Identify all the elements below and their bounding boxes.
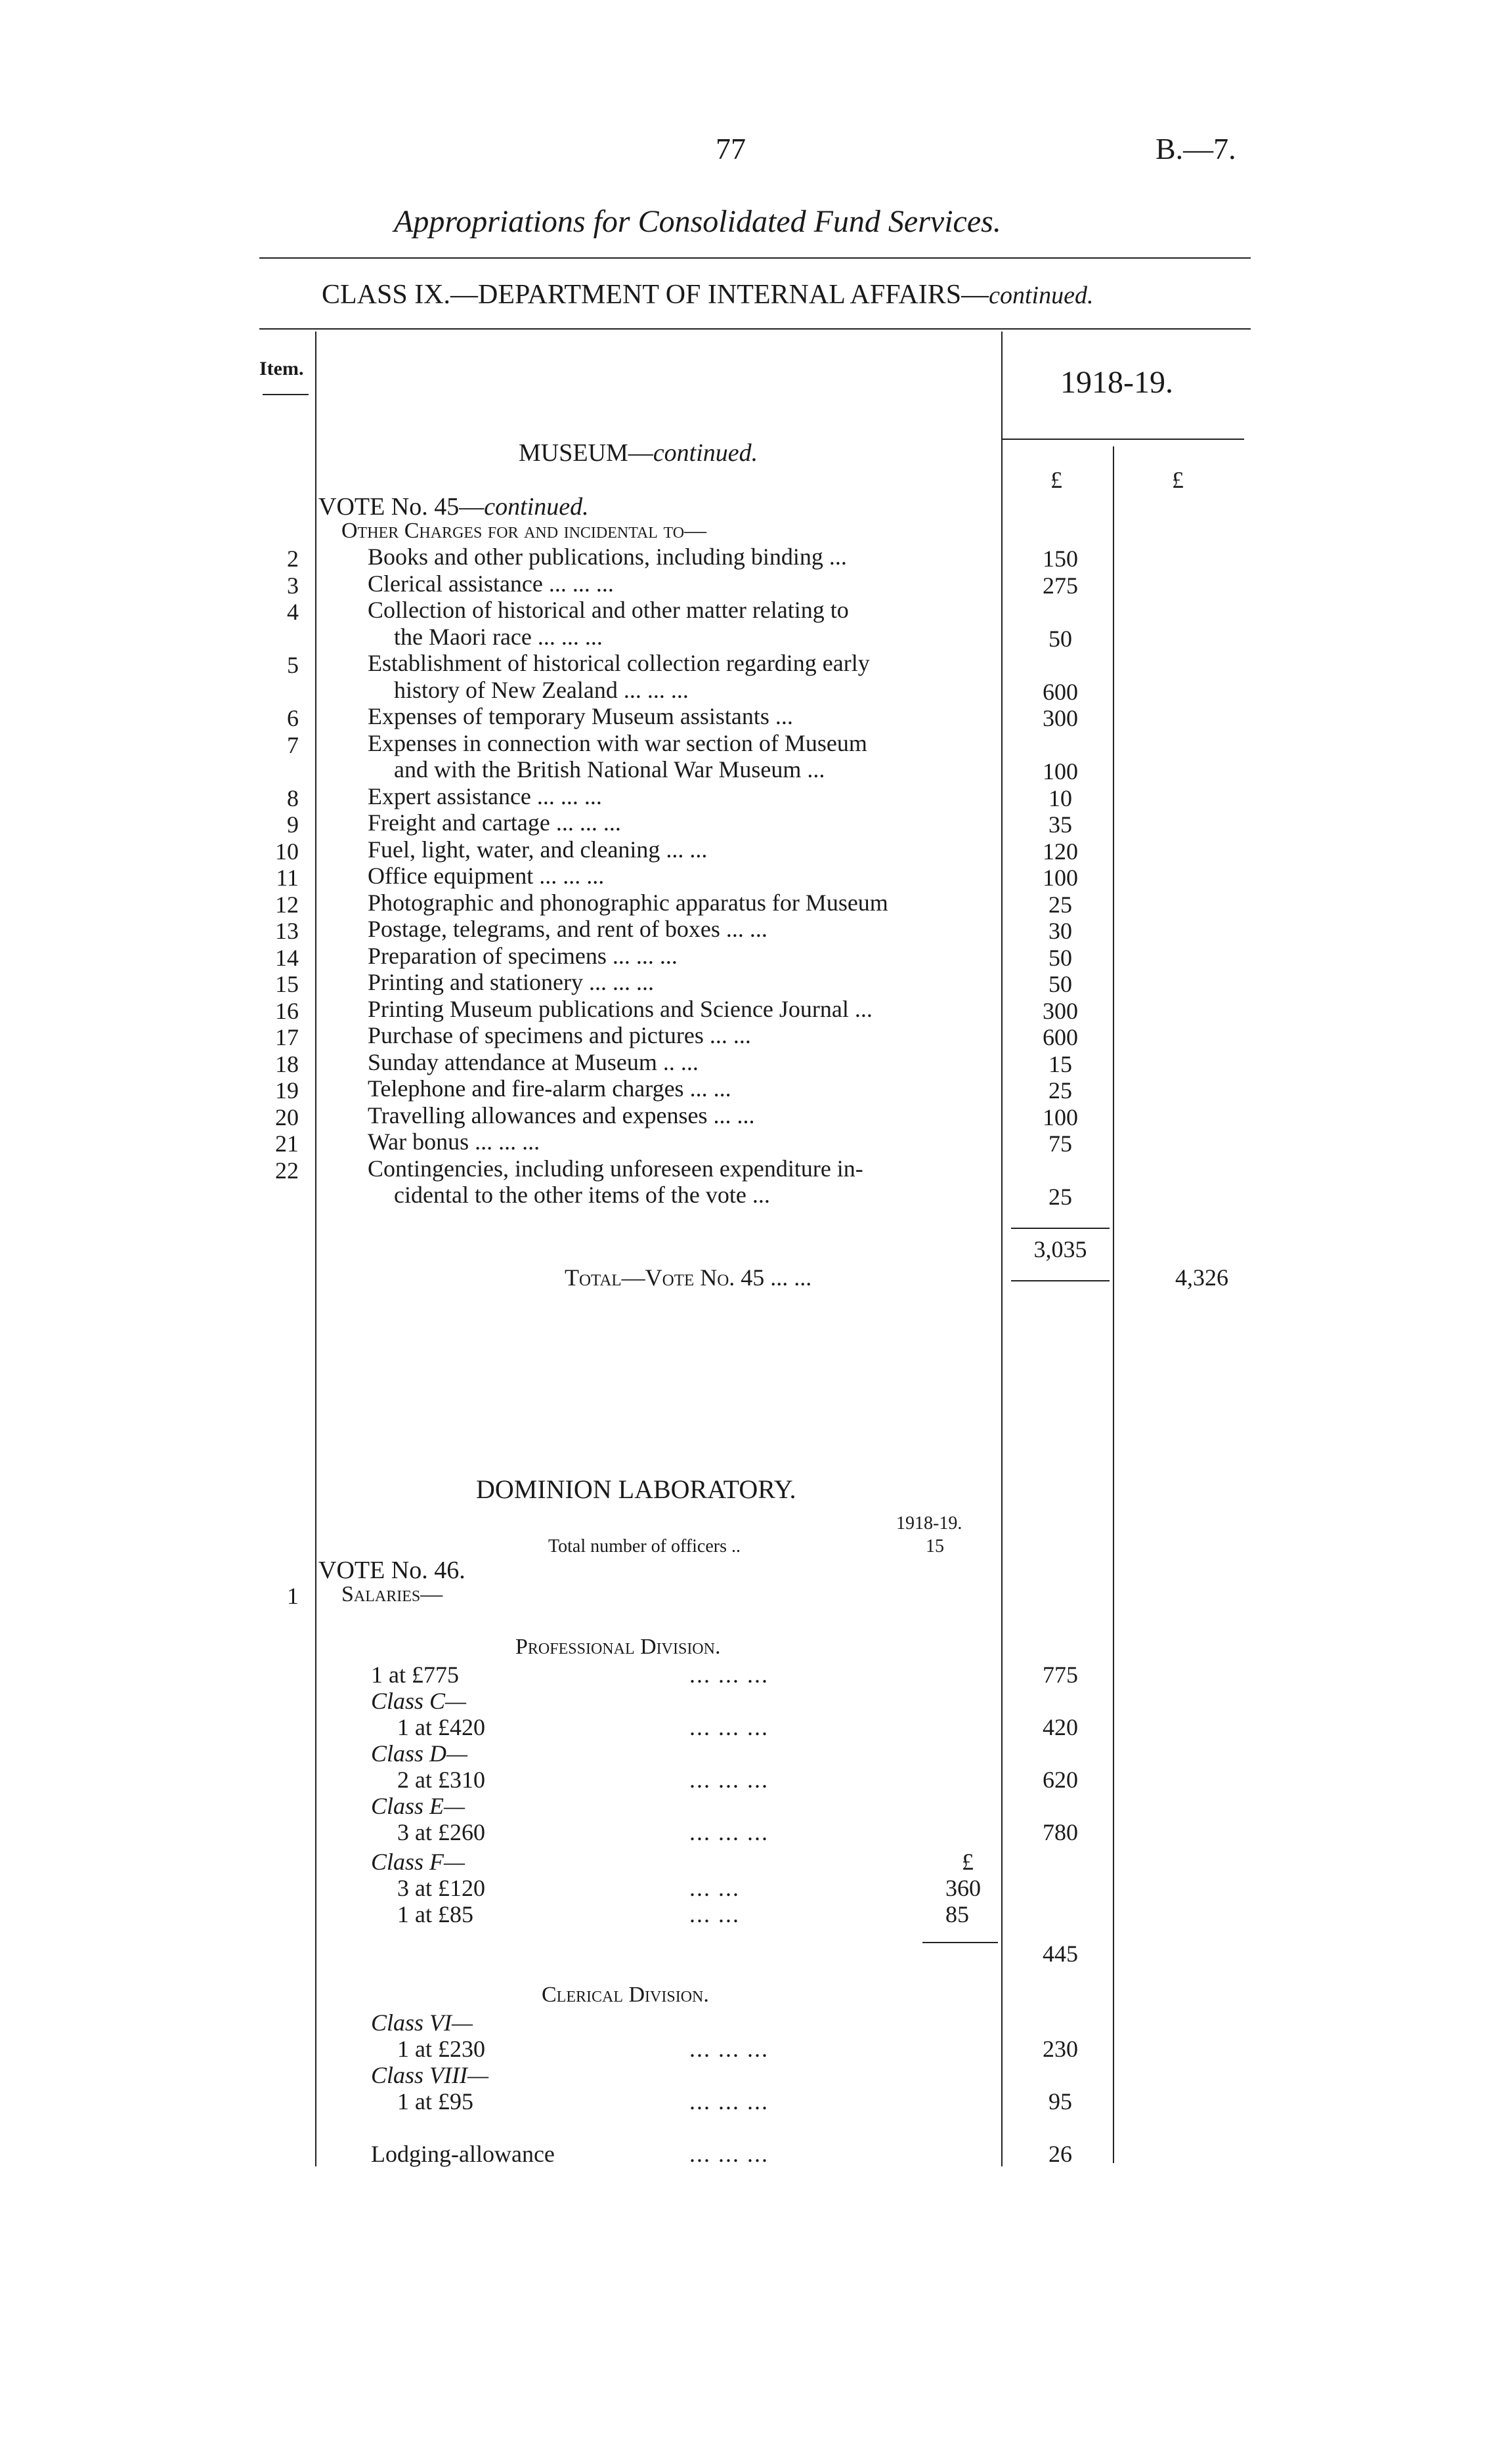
item-number: 1 [287, 1583, 299, 1609]
museum-subtotal: 3,035 [1033, 1236, 1087, 1262]
class-heading [322, 279, 1093, 311]
salary-amount: 420 [1043, 1714, 1078, 1740]
other-charges-heading: Other Charges for and incidental to— [341, 519, 707, 543]
museum-item-number: 12 [275, 891, 299, 918]
museum-item-description: Printing Museum publications and Science Journal ... [368, 995, 873, 1022]
salary-amount: 230 [1043, 2036, 1078, 2062]
class-f-line-dots: ... ... [689, 1875, 740, 1901]
item-header-underline [263, 394, 309, 395]
page-number: 77 [716, 132, 746, 165]
class-f-currency: £ [962, 1849, 974, 1875]
museum-item-description: Expert assistance ... ... ... [368, 783, 602, 809]
museum-item-description: Printing and stationery ... ... ... [368, 969, 654, 995]
museum-item-number: 11 [276, 865, 299, 891]
museum-item-number: 15 [275, 971, 299, 997]
salary-line: 3 at £260 [397, 1819, 485, 1845]
salary-line-dots: ... ... ... [689, 1662, 769, 1688]
museum-item-number: 16 [275, 997, 299, 1024]
salary-class-label: Class VI— [371, 2009, 473, 2036]
museum-item-description: Postage, telegrams, and rent of boxes ... ... [368, 916, 767, 942]
museum-item-description: War bonus ... ... ... [368, 1128, 540, 1155]
heading-rule [259, 328, 1251, 330]
officers-count: 15 [926, 1536, 944, 1557]
museum-item-amount: 100 [1043, 1104, 1078, 1130]
museum-item-number: 19 [275, 1077, 299, 1104]
lodging-allowance-label: Lodging-allowance [371, 2141, 555, 2167]
museum-item-description: Clerical assistance ... ... ... [368, 570, 614, 597]
museum-item-amount: 100 [1043, 758, 1078, 784]
vote-45-continued: continued. [484, 493, 589, 521]
lodging-allowance-dots: ... ... ... [689, 2141, 769, 2167]
amount-mid-border [1113, 446, 1114, 2163]
museum-item-description: history of New Zealand ... ... ... [394, 676, 689, 703]
salary-amount: 620 [1043, 1767, 1078, 1793]
salary-line: 1 at £775 [371, 1662, 459, 1688]
museum-item-amount: 25 [1048, 1077, 1072, 1104]
museum-item-amount: 50 [1048, 944, 1072, 971]
museum-item-description: Office equipment ... ... ... [368, 863, 605, 889]
museum-item-number: 10 [275, 838, 299, 865]
salary-line: 1 at £95 [397, 2088, 473, 2115]
salary-class-label: Class VIII— [371, 2062, 488, 2088]
class-f-subamount: 360 [945, 1875, 981, 1901]
museum-item-amount: 300 [1043, 997, 1078, 1024]
currency-symbol-2: £ [1172, 467, 1184, 493]
salary-class-label: Class D— [371, 1740, 468, 1767]
officers-year-label: 1918-19. [896, 1513, 962, 1534]
museum-item-number: 13 [275, 918, 299, 944]
class-f-total: 445 [1043, 1941, 1078, 1967]
museum-item-number: 2 [287, 546, 299, 572]
salary-line-dots: ... ... ... [689, 1819, 769, 1845]
lodging-allowance-amount: 26 [1048, 2141, 1072, 2167]
museum-item-number: 6 [287, 705, 299, 731]
museum-item-amount: 600 [1043, 678, 1078, 705]
museum-item-description: Establishment of historical collection regarding early [368, 650, 870, 676]
salary-line: 1 at £420 [397, 1714, 485, 1740]
total-vote-45-label: Total—Vote No. 45 ... ... [565, 1264, 812, 1291]
museum-heading-continued: continued. [653, 439, 758, 467]
museum-item-amount: 15 [1048, 1050, 1072, 1077]
description-left-border [315, 332, 316, 2166]
museum-item-amount: 35 [1048, 811, 1072, 838]
salary-line-dots: ... ... ... [689, 1767, 769, 1793]
museum-item-description: the Maori race ... ... ... [394, 623, 603, 650]
class-f-line-dots: ... ... [689, 1901, 740, 1927]
museum-item-description: Freight and cartage ... ... ... [368, 809, 621, 836]
amount-left-border [1001, 332, 1003, 2166]
laboratory-heading: DOMINION LABORATORY. [476, 1474, 796, 1504]
class-f-label: Class F— [371, 1849, 465, 1875]
class-heading-text: CLASS IX.—DEPARTMENT OF INTERNAL AFFAIRS— [322, 280, 989, 310]
subtotal-rule [1011, 1228, 1110, 1229]
salary-class-label: Class E— [371, 1793, 465, 1819]
museum-item-description: and with the British National War Museum ... [394, 756, 825, 783]
total-vote-45-amount: 4,326 [1175, 1264, 1228, 1291]
museum-item-amount: 50 [1048, 971, 1072, 997]
document-reference: B.—7. [1156, 132, 1236, 165]
museum-item-amount: 275 [1043, 572, 1078, 599]
salary-line: 1 at £230 [397, 2036, 485, 2062]
salaries-heading: Salaries— [341, 1582, 443, 1606]
museum-item-description: Photographic and phonographic apparatus for Museum [368, 889, 888, 916]
year-header-rule [1001, 439, 1244, 440]
museum-item-number: 14 [275, 944, 299, 971]
museum-item-number: 3 [287, 572, 299, 599]
museum-item-number: 8 [287, 784, 299, 811]
salary-line: 2 at £310 [397, 1767, 485, 1793]
title-rule [259, 257, 1251, 259]
museum-item-description: Preparation of specimens ... ... ... [368, 942, 678, 969]
currency-symbol-1: £ [1050, 467, 1062, 493]
museum-item-number: 18 [275, 1050, 299, 1077]
museum-item-description: Contingencies, including unforeseen expenditure in- [368, 1155, 863, 1182]
salary-amount: 95 [1048, 2088, 1072, 2115]
museum-item-amount: 120 [1043, 838, 1078, 865]
vote-45-text: VOTE No. 45— [318, 493, 485, 521]
salary-line-dots: ... ... ... [689, 2036, 769, 2062]
museum-item-number: 4 [287, 599, 299, 625]
subtotal-underline [1011, 1280, 1110, 1281]
salary-line-dots: ... ... ... [689, 2088, 769, 2115]
officers-label: Total number of officers .. [548, 1536, 741, 1557]
salary-class-label: Class C— [371, 1688, 467, 1714]
museum-item-description: Fuel, light, water, and cleaning ... ... [368, 836, 708, 863]
museum-item-description: Sunday attendance at Museum .. ... [368, 1048, 699, 1075]
museum-item-number: 20 [275, 1104, 299, 1130]
salary-amount: 775 [1043, 1662, 1078, 1688]
museum-item-number: 21 [275, 1130, 299, 1157]
museum-item-description: cidental to the other items of the vote ... [394, 1182, 770, 1208]
salary-amount: 780 [1043, 1819, 1078, 1845]
museum-item-amount: 300 [1043, 705, 1078, 731]
vote-46-label: VOTE No. 46. [318, 1557, 465, 1584]
museum-item-description: Expenses in connection with war section of Museum [368, 729, 867, 756]
museum-item-number: 22 [275, 1157, 299, 1184]
museum-item-amount: 100 [1043, 865, 1078, 891]
museum-item-number: 7 [287, 731, 299, 758]
museum-item-number: 5 [287, 652, 299, 678]
museum-item-description: Travelling allowances and expenses ... ... [368, 1102, 755, 1128]
museum-item-number: 17 [275, 1024, 299, 1050]
museum-item-amount: 50 [1048, 625, 1072, 652]
class-f-subamount: 85 [945, 1901, 969, 1927]
class-f-line: 1 at £85 [397, 1901, 473, 1927]
museum-heading [519, 439, 758, 467]
museum-item-number: 9 [287, 811, 299, 838]
year-column-header: 1918-19. [1060, 365, 1173, 400]
salary-line-dots: ... ... ... [689, 1714, 769, 1740]
museum-item-description: Expenses of temporary Museum assistants ... [368, 703, 793, 729]
class-f-rule [922, 1942, 998, 1943]
museum-item-description: Books and other publications, including binding ... [368, 544, 847, 570]
clerical-division-heading: Clerical Division. [542, 1983, 709, 2007]
museum-item-amount: 150 [1043, 546, 1078, 572]
museum-item-description: Purchase of specimens and pictures ... ... [368, 1022, 751, 1048]
museum-item-amount: 75 [1048, 1130, 1072, 1157]
vote-45-label [318, 492, 589, 521]
museum-item-description: Collection of historical and other matter relating to [368, 597, 849, 623]
museum-item-amount: 600 [1043, 1024, 1078, 1050]
class-heading-continued: continued. [989, 282, 1094, 309]
page-title: Appropriations for Consolidated Fund Services. [394, 204, 1001, 239]
museum-item-amount: 30 [1048, 918, 1072, 944]
museum-heading-text: MUSEUM— [519, 439, 653, 467]
museum-item-description: Telephone and fire-alarm charges ... ... [368, 1075, 731, 1102]
professional-division-heading: Professional Division. [515, 1635, 721, 1659]
museum-item-amount: 10 [1048, 784, 1072, 811]
museum-item-amount: 25 [1048, 891, 1072, 918]
class-f-line: 3 at £120 [397, 1875, 485, 1901]
museum-item-amount: 25 [1048, 1184, 1072, 1210]
item-column-header: Item. [259, 358, 304, 379]
